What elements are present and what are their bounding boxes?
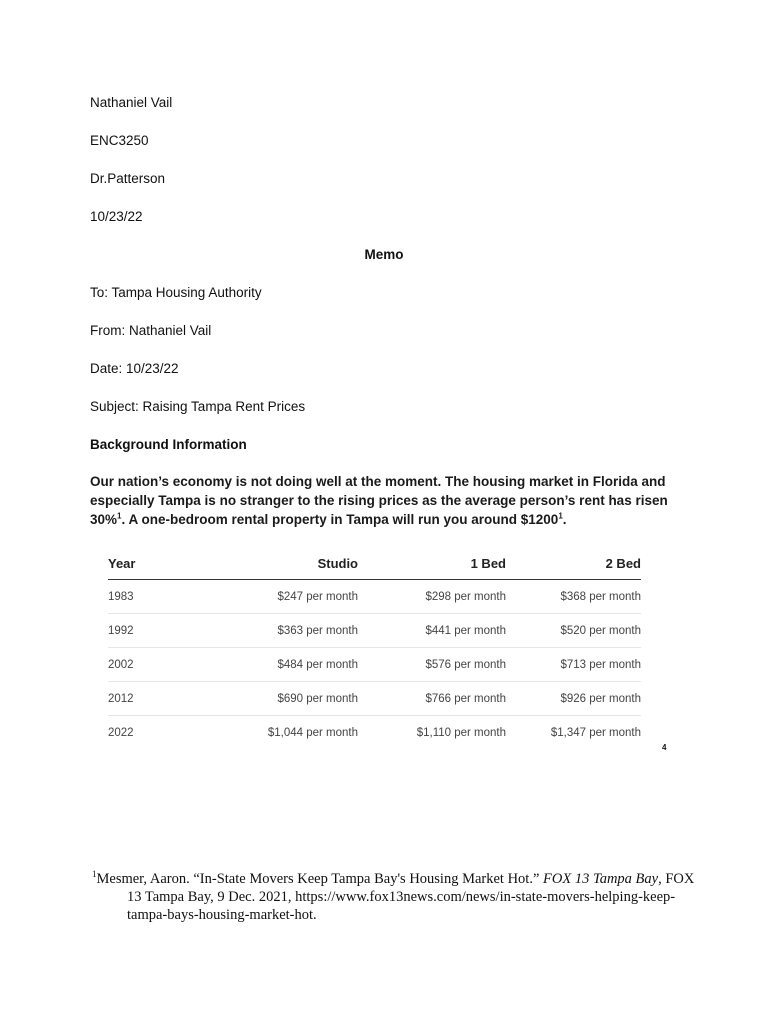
- column-header: Year: [108, 548, 198, 580]
- author-name: Nathaniel Vail: [90, 95, 173, 110]
- paragraph-text-1: Our nation’s economy is not doing well at the moment. The housing market in Florida and especially Tampa is no stranger to the rising prices as the average person’s rent has risen 30%: [90, 474, 668, 527]
- table-row: [108, 682, 641, 716]
- footnote-ref-1: 1: [117, 511, 122, 521]
- background-paragraph: [90, 472, 680, 529]
- table-cell: $247 per month: [198, 580, 358, 614]
- table-cell: $298 per month: [358, 580, 506, 614]
- rent-table: [108, 548, 641, 749]
- table-cell: $484 per month: [198, 648, 358, 682]
- table-row: [108, 716, 641, 750]
- table-cell: 2002: [108, 648, 198, 682]
- column-header: 1 Bed: [358, 548, 506, 580]
- table-cell: $441 per month: [358, 614, 506, 648]
- memo-from: From: Nathaniel Vail: [90, 323, 212, 338]
- column-header: 2 Bed: [506, 548, 641, 580]
- table-row: [108, 580, 641, 614]
- table-cell: $1,347 per month: [550, 726, 641, 739]
- section-heading: Background Information: [90, 437, 247, 452]
- paragraph-text-3: .: [562, 512, 567, 527]
- table-cell: $1,110 per month: [416, 726, 506, 739]
- memo-subject: Subject: Raising Tampa Rent Prices: [90, 399, 306, 414]
- memo-to: To: Tampa Housing Authority: [90, 285, 262, 300]
- table-cell: $520 per month: [506, 614, 641, 648]
- table-cell: $368 per month: [506, 580, 641, 614]
- table-cell: $690 per month: [198, 682, 358, 716]
- table-cell: $1,044 per month: [267, 726, 358, 739]
- table-row: [108, 648, 641, 682]
- footnote-source-italic: FOX 13 Tampa Bay: [543, 871, 659, 887]
- memo-date: Date: 10/23/22: [90, 361, 179, 376]
- table-cell: 2022: [108, 726, 134, 739]
- table-cell: 1992: [108, 614, 198, 648]
- memo-title: Memo: [364, 247, 404, 262]
- table-cell: $926 per month: [506, 682, 641, 716]
- table-header-row: [108, 548, 641, 580]
- table-cell: $713 per month: [506, 648, 641, 682]
- table-footnote-marker: 4: [662, 743, 667, 752]
- footnote-text-a: Mesmer, Aaron. “In-State Movers Keep Tampa Bay's Housing Market Hot.”: [96, 871, 544, 887]
- footnote-text-b: , FOX 13 Tampa Bay, 9 Dec. 2021, https://www.fox13news.com/news/in-state-movers-helping-keep-tampa-bays-housing-market-hot.: [127, 871, 695, 923]
- paragraph-text-2: . A one-bedroom rental property in Tampa will run you around $1200: [121, 512, 559, 527]
- header-date: 10/23/22: [90, 209, 143, 224]
- course-code: ENC3250: [90, 133, 149, 148]
- footnote-ref-2: 1: [558, 511, 563, 521]
- table-cell: $363 per month: [198, 614, 358, 648]
- table-cell: 2012: [108, 682, 198, 716]
- table-cell: $766 per month: [358, 682, 506, 716]
- table-row: [108, 614, 641, 648]
- footnote-marker: 1: [92, 869, 97, 880]
- footnote-citation: [92, 870, 707, 924]
- table-cell: $576 per month: [358, 648, 506, 682]
- table-cell: 1983: [108, 580, 198, 614]
- column-header: Studio: [198, 548, 358, 580]
- instructor-name: Dr.Patterson: [90, 171, 166, 186]
